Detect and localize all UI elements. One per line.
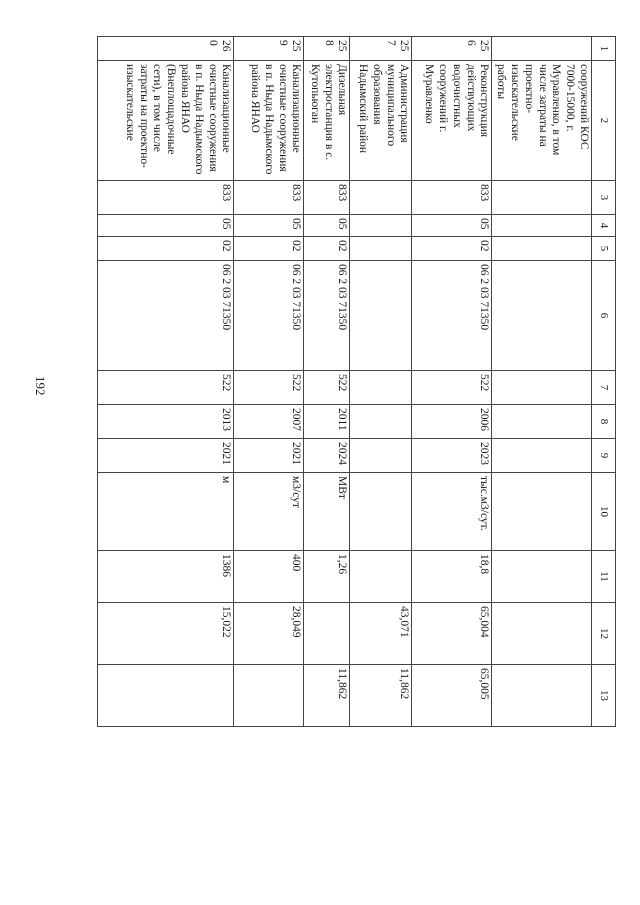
table-cell: 18,8 (412, 551, 492, 603)
table-cell: 05 (304, 215, 350, 237)
table-cell: 11,862 (304, 665, 350, 727)
table-cell: 11,862 (350, 665, 412, 727)
row-number-cell: 256 (412, 37, 492, 61)
object-name-cell: сооружений КОС 7000-15000, г. Муравленко, в том числе затраты на проектно-изыскательские работы (492, 61, 592, 181)
page-bottom-margin (0, 768, 640, 905)
header-cell: 8 (592, 405, 616, 439)
table-cell: 05 (98, 215, 234, 237)
table-cell: 2006 (412, 405, 492, 439)
table-cell (492, 405, 592, 439)
page-number: 192 (33, 376, 48, 396)
table-cell: 522 (304, 371, 350, 405)
table-cell: тыс.м3/сут. (412, 473, 492, 551)
table-cell (350, 473, 412, 551)
table-cell: 2024 (304, 439, 350, 473)
header-cell: 4 (592, 215, 616, 237)
table-row (234, 37, 304, 727)
table-cell (350, 261, 412, 371)
table-cell: 522 (412, 371, 492, 405)
table-cell (98, 665, 234, 727)
table-cell: 28,049 (234, 603, 304, 665)
header-cell: 1 (592, 37, 616, 61)
table-cell (350, 439, 412, 473)
table-cell (350, 215, 412, 237)
header-cell: 9 (592, 439, 616, 473)
header-cell: 10 (592, 473, 616, 551)
table-cell: 02 (98, 237, 234, 261)
table-cell: 06 2 03 71350 (412, 261, 492, 371)
table-cell: 02 (234, 237, 304, 261)
header-cell: 3 (592, 181, 616, 215)
row-number-cell: 258 (304, 37, 350, 61)
table-row (98, 37, 234, 727)
table-cell (492, 181, 592, 215)
table-cell (492, 473, 592, 551)
table-row (412, 37, 492, 727)
object-name-cell: Канализационные очистные сооружения в п. Ныда Надымского района ЯНАО (Внеплощадочные сети), в том числе затраты на проектно-изыскательские (98, 61, 234, 181)
table-cell (350, 371, 412, 405)
header-cell: 11 (592, 551, 616, 603)
table-cell: 06 2 03 71350 (234, 261, 304, 371)
table-cell: 06 2 03 71350 (304, 261, 350, 371)
table-cell (304, 603, 350, 665)
table-cell: 1386 (98, 551, 234, 603)
table-cell (492, 237, 592, 261)
table-cell: 1,26 (304, 551, 350, 603)
table-cell: 2021 (234, 439, 304, 473)
object-name-cell: Канализационные очистные сооружения в п. Ныда Надымского района ЯНАО (234, 61, 304, 181)
table-cell (234, 665, 304, 727)
rotated-table-container (106, 36, 616, 726)
table-row (492, 37, 592, 727)
table-cell (492, 439, 592, 473)
table-cell: 522 (98, 371, 234, 405)
table-cell: 43,071 (350, 603, 412, 665)
table-cell: 400 (234, 551, 304, 603)
object-name-cell: Администрация муниципального образования Надымский район (350, 61, 412, 181)
table-cell (492, 665, 592, 727)
object-name-cell: Реконструкция действующих водочистных сооружений г. Муравленко (412, 61, 492, 181)
table-row (304, 37, 350, 727)
table-cell: 2023 (412, 439, 492, 473)
table-cell (350, 405, 412, 439)
table-cell (492, 603, 592, 665)
header-row (592, 37, 616, 727)
table-cell: 833 (412, 181, 492, 215)
table-cell: 2007 (234, 405, 304, 439)
table-cell: 2021 (98, 439, 234, 473)
table-cell: 06 2 03 71350 (98, 261, 234, 371)
table-cell: 65,004 (412, 603, 492, 665)
table-cell: 833 (98, 181, 234, 215)
object-name-cell: Дизельная электростанция в с. Кутопьюган (304, 61, 350, 181)
row-number-cell (492, 37, 592, 61)
table-cell: 2011 (304, 405, 350, 439)
data-table (97, 36, 616, 727)
table-cell: 02 (304, 237, 350, 261)
table-cell: 833 (304, 181, 350, 215)
table-cell: МВт (304, 473, 350, 551)
table-cell (350, 237, 412, 261)
table-cell: 522 (234, 371, 304, 405)
table-cell: 05 (412, 215, 492, 237)
row-number-cell: 257 (350, 37, 412, 61)
header-cell: 5 (592, 237, 616, 261)
table-cell: 2013 (98, 405, 234, 439)
table-cell: 02 (412, 237, 492, 261)
table-row (350, 37, 412, 727)
table-cell (350, 551, 412, 603)
table-cell: 05 (234, 215, 304, 237)
table-cell: 833 (234, 181, 304, 215)
table-cell: 15,022 (98, 603, 234, 665)
table-cell (492, 215, 592, 237)
table-cell: м3/сут (234, 473, 304, 551)
table-cell (492, 371, 592, 405)
header-cell: 6 (592, 261, 616, 371)
table-cell (492, 261, 592, 371)
header-cell: 7 (592, 371, 616, 405)
table-cell (492, 551, 592, 603)
header-cell: 12 (592, 603, 616, 665)
header-cell: 2 (592, 61, 616, 181)
table-cell: м (98, 473, 234, 551)
table-cell (350, 181, 412, 215)
row-number-cell: 260 (98, 37, 234, 61)
row-number-cell: 259 (234, 37, 304, 61)
table-cell: 65,005 (412, 665, 492, 727)
header-cell: 13 (592, 665, 616, 727)
